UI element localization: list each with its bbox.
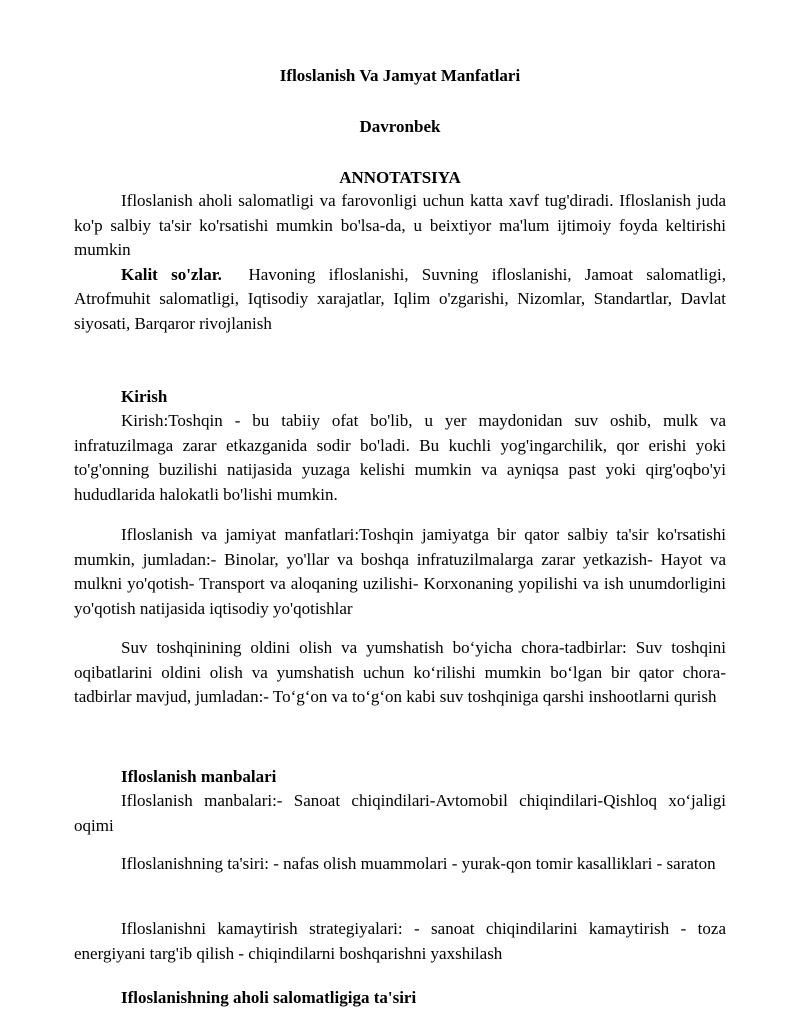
annotation-paragraph: Ifloslanish aholi salomatligi va farovonligi uchun katta xavf tug'diradi. Ifloslanish juda ko'p salbiy ta'sir ko'rsatishi mumkin bo'lsa-da, u beixtiyor ma'lum ijtimoiy foyda keltirishi mumkin [74,191,726,259]
sources-paragraph-2: Ifloslanishning ta'siri: - nafas olish muammolari - yurak-qon tomir kasalliklari - saraton [121,854,716,873]
health-heading: Ifloslanishning aholi salomatligiga ta'siri [121,988,417,1007]
annotation-section [74,189,726,336]
intro-paragraph-2: Ifloslanish va jamiyat manfatlari:Toshqin jamiyatga bir qator salbiy ta'sir ko'rsatishi mumkin, jumladan:- Binolar, yo'llar va boshqa infratuzilmalarga zarar yetkazish- Hayot va mulkni yo'qotish- Transport va aloqaning uzilishi- Korxonaning yopilishi va ish unumdorligini yo'qotish natijasida iqtisodiy yo'qotishlar [74,525,726,618]
sources-p3-block [74,917,726,966]
sources-p1-block [74,789,726,838]
sources-paragraph-3: Ifloslanishni kamaytirish strategiyalari: - sanoat chiqindilarini kamaytirish - toza energiyani targ'ib qilish - chiqindilarni boshqarishni yaxshilash [74,919,726,963]
intro-heading: Kirish [121,387,168,406]
keywords-label: Kalit so'zlar. [121,264,222,284]
intro-p1-block [74,409,726,507]
sources-p2-block [74,852,726,877]
document-title: Ifloslanish Va Jamyat Manfatlari [279,66,521,85]
sources-paragraph-1: Ifloslanish manbalari:- Sanoat chiqindilari-Avtomobil chiqindilari-Qishloq xo‘jaligi oqimi [74,791,726,835]
document-author: Davronbek [359,117,441,136]
intro-p2-block [74,523,726,621]
keywords-text: Havoning ifloslanishi, Suvning ifloslanishi, Jamoat salomatligi, Atrofmuhit salomatligi, Iqtisodiy xarajatlar, Iqlim o'zgarishi, Nizomlar, Standartlar, Davlat siyosati, Barqaror rivojlanish [74,264,727,333]
intro-paragraph-1: Kirish:Toshqin - bu tabiiy ofat bo'lib, u yer maydonidan suv oshib, mulk va infratuzilmaga zarar etkazganida sodir bo'ladi. Bu kuchli yog'ingarchilik, qor erishi yoki to'g'onning buzilishi natijasida yuzaga kelishi mumkin va ayniqsa past yoki qirg'oqbo'yi hududlarida halokatli bo'lishi mumkin. [74,411,726,504]
sources-heading: Ifloslanish manbalari [121,767,277,786]
annotation-heading: ANNOTATSIYA [339,168,461,187]
intro-p3-block [74,636,726,710]
intro-paragraph-3: Suv toshqinining oldini olish va yumshatish bo‘yicha chora-tadbirlar: Suv toshqini oqibatlarini oldini olish va yumshatish uchun ko‘rilishi mumkin bo‘lgan bir qator chora-tadbirlar mavjud, jumladan:- To‘g‘on va to‘g‘on kabi suv toshqiniga qarshi inshootlarni qurish [74,638,726,706]
keywords-paragraph [74,263,726,337]
